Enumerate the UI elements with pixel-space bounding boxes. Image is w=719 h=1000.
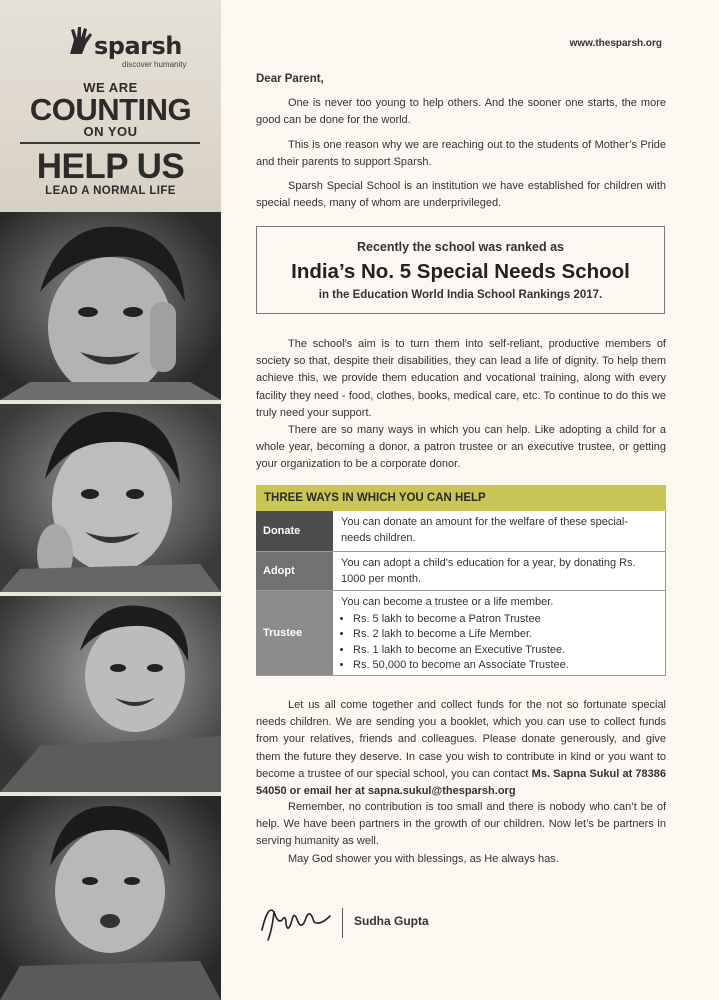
hero-normal-life: LEAD A NORMAL LIFE	[45, 185, 176, 197]
ranking-intro: Recently the school was ranked as	[356, 240, 565, 254]
signature-block	[256, 900, 556, 946]
trustee-label: Trustee	[256, 591, 333, 675]
list-item: • Rs. 2 lakh to become a Life Member.	[353, 627, 655, 643]
ranking-headline: India’s No. 5 Special Needs School	[291, 260, 630, 283]
ways-row-donate	[256, 511, 666, 552]
trustee-text	[333, 591, 666, 675]
ways-to-help-table	[256, 485, 666, 676]
hero-we-are: WE ARE	[83, 80, 138, 95]
hero-on-you: ON YOU	[83, 124, 138, 139]
website-link[interactable]: www.thesparsh.org	[569, 38, 662, 49]
donate-text: You can donate an amount for the welfare of these special-needs children.	[333, 511, 666, 551]
signature-image	[256, 900, 336, 946]
sparsh-logo	[64, 24, 187, 72]
paragraph-4: The school's aim is to turn them into self-reliant, productive members of society so that, despite their disabilities, they can lead a life of dignity. To help them achieve this, we provide them education and vocational training, along with every facility they need - food, clothes, books, medical care, etc. To continue to do this we truly need your support.	[256, 338, 666, 419]
paragraph-3: Sparsh Special School is an institution we have established for children with special needs, many of whom are underprivileged.	[256, 180, 666, 210]
child-photo-1	[0, 212, 221, 400]
hero-counting: COUNTING	[29, 92, 192, 127]
paragraph-6	[256, 697, 666, 800]
ranking-box	[256, 226, 665, 314]
child-photo-3	[0, 596, 221, 792]
list-item: • Rs. 5 lakh to become a Patron Trustee	[353, 612, 655, 628]
ways-row-trustee	[256, 591, 666, 676]
hero-help-us: HELP US	[36, 147, 185, 186]
greeting: Dear Parent,	[256, 73, 324, 85]
brand-name: sparsh	[94, 32, 182, 60]
paragraph-8: May God shower you with blessings, as He always has.	[288, 853, 559, 865]
child-photo-4	[0, 796, 221, 1000]
signatory-name: Sudha Gupta	[354, 914, 429, 928]
hero-panel	[0, 0, 221, 212]
paragraph-1: One is never too young to help others. And the sooner one starts, the more good can be done for the world.	[256, 97, 666, 127]
ways-row-adopt	[256, 552, 666, 591]
paragraph-7: Remember, no contribution is too small and there is nobody who can’t be of help. We have been partners in the growth of our children. Now let’s be partners in serving humanity as well.	[256, 801, 666, 848]
child-photo-2	[0, 404, 221, 592]
brand-tagline: discover humanity	[122, 60, 187, 69]
ways-header: THREE WAYS IN WHICH YOU CAN HELP	[256, 485, 666, 511]
trustee-list	[341, 612, 655, 674]
paragraph-5: There are so many ways in which you can help. Like adopting a child for a whole year, becoming a donor, a patron trustee or an executive trustee, or getting your organization to be a corporate donor.	[256, 424, 666, 471]
paragraph-2: This is one reason why we are reaching out to the students of Mother’s Pride and their parents to support Sparsh.	[256, 139, 666, 169]
hand-icon	[64, 24, 98, 58]
signature-divider	[342, 908, 343, 938]
ranking-source: in the Education World India School Rankings 2017.	[318, 289, 603, 301]
list-item: • Rs. 50,000 to become an Associate Trustee.	[353, 658, 655, 674]
list-item: • Rs. 1 lakh to become an Executive Trustee.	[353, 643, 655, 659]
donate-label: Donate	[256, 511, 333, 551]
hero-divider	[20, 142, 200, 144]
adopt-text: You can adopt a child's education for a year, by donating Rs. 1000 per month.	[333, 552, 666, 590]
adopt-label: Adopt	[256, 552, 333, 590]
trustee-intro: You can become a trustee or a life member.	[341, 596, 554, 608]
photo-column	[0, 0, 221, 1000]
paragraph-6-body: Let us all come together and collect funds for the not so fortunate special needs children. We are sending you a booklet, which you can use to collect funds from your relatives, friends and colleagues. Please donate generously, and give them the future they deserve. In case you wish to contribute in kind or you want to become a trustee of our special school, you can contact	[256, 699, 666, 780]
contact-info[interactable]: Ms. Sapna Sukul at 78386 54050 or email her at sapna.sukul@thesparsh.org	[256, 767, 667, 798]
